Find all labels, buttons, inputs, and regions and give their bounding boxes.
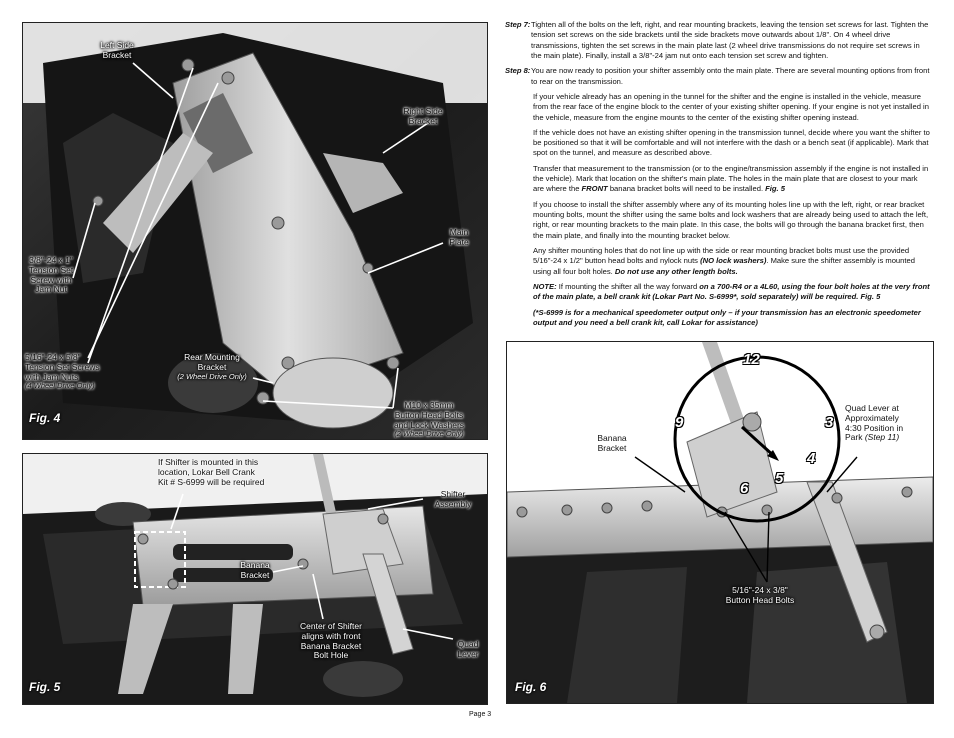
step-7-number: Step 7: xyxy=(505,20,531,29)
fig4-rear-mounting-bracket-label: Rear Mounting Bracket (2 Wheel Drive Only) xyxy=(177,352,247,381)
step-8 xyxy=(505,66,930,87)
fig5-bell-crank-note-label: If Shifter is mounted in this location, Lokar Bell Crank Kit # S-6999 will be required xyxy=(158,457,265,487)
fig6-photo xyxy=(507,342,933,703)
fig5-tag: Fig. 5 xyxy=(29,680,61,694)
fig4-tag: Fig. 4 xyxy=(29,411,61,425)
paragraph-mounting-holes: If you choose to install the shifter assembly where any of its mounting holes line up with the left, right, or rear bracket mounting bolts, mount the shifter using the same bolts and lock washers that are already being used to attach the left, right, or rear mounting brackets to the main plate. In this case, the bolts will go through the banana bracket first, then the main plate, and finally into the mounting bracket below. xyxy=(533,199,929,240)
fig6-button-bolts-label: 5/16"-24 x 3/8" Button Head Bolts xyxy=(725,585,795,605)
step-8-number: Step 8: xyxy=(505,66,531,76)
paragraph-no-opening: If the vehicle does not have an existing shifter opening in the transmission tunnel, decide where you want the shifter to be positioned so that it will be comfortable and will not interfere with the dash or a bench seat (if applicable). Mark that spot on the tunnel, and measure as described above. xyxy=(533,127,930,158)
fig6-quad-lever-position-label: Quad Lever at Approximately 4:30 Position in Park (Step 11) xyxy=(845,403,904,443)
paragraph-note-electronic: (*S-6999 is for a mechanical speedometer output only – if your transmission has an electronic speedometer output and you need a bell crank kit, call Lokar for assistance) xyxy=(533,307,921,327)
clock-4: 4 xyxy=(807,450,816,467)
fig4-right-side-bracket-label: Right Side Bracket xyxy=(403,106,443,126)
clock-9: 9 xyxy=(675,414,684,431)
paragraph-transfer-measurement: Transfer that measurement to the transmission (or to the engine/transmission assembly if the engine is not installed in the vehicle). Mark that location on the shifter's main plate. The holes in the main plate that are closest to your mark are where the FRONT banana bracket bolts will need to be installed. Fig. 5 xyxy=(533,163,929,194)
paragraph-note: NOTE: If mounting the shifter all the way forward on a 700-R4 or a 4L60, using the four bolt holes at the very front of the main plate, a bell crank kit (Lokar Part No. S-6999*, sold separately) will be required. Fig. 5 xyxy=(533,281,930,302)
fig5-quad-lever-label: Quad Lever xyxy=(457,639,479,659)
fig5-shifter-assembly-label: Shifter Assembly xyxy=(434,489,472,509)
step-8-text: You are now ready to position your shifter assembly onto the main plate. There are several mounting options from front to rear on the transmission. xyxy=(531,66,930,86)
fig5-banana-bracket-label: Banana Bracket xyxy=(240,560,270,580)
clock-6: 6 xyxy=(740,480,749,497)
figure-4 xyxy=(22,22,488,440)
clock-5: 5 xyxy=(775,470,784,487)
clock-3: 3 xyxy=(825,414,834,431)
figure-6 xyxy=(506,341,934,704)
paragraph-existing-opening: If your vehicle already has an opening in the tunnel for the shifter and the engine is installed in the vehicle, measure from the rear face of the engine block to the center of your existing shifter opening. If your engine is not yet installed in the vehicle, measure from the engine mounts to the center of the existing shifter opening instead. xyxy=(533,91,929,122)
step-7-text: Tighten all of the bolts on the left, right, and rear mounting brackets, leaving the tension set screws for last. Tighten the tension set screws on the side brackets until the side brackets move outwards about 1/8". On 4 wheel drive transmissions, tighten the set screws in the main plate last (2 wheel drive transmissions do not require set screws in the main plate). Finally, install a 3/8"-24 jam nut onto each tension set screw and tighten. xyxy=(531,20,929,60)
fig4-m10-bolts-label: M10 x 35mm Button Head Bolts and Lock Washers (2 Wheel Drive Only) xyxy=(393,400,465,439)
fig4-left-side-bracket-label: Left Side Bracket xyxy=(100,40,134,60)
fig5-center-of-shifter-label: Center of Shifter aligns with front Banana Bracket Bolt Hole xyxy=(300,621,362,661)
page-number: Page 3 xyxy=(469,711,492,718)
fig6-banana-bracket-label: Banana Bracket xyxy=(597,433,627,453)
fig4-tension-set-screws-516-label: 5/16"-24 x 5/8" Tension Set Screws with Jam Nuts (4 Wheel Drive Only) xyxy=(25,352,100,391)
fig6-tag: Fig. 6 xyxy=(515,680,547,694)
instructions-column xyxy=(505,20,930,333)
step-7 xyxy=(505,20,930,61)
paragraph-button-head-bolts: Any shifter mounting holes that do not line up with the side or rear mounting bracket bolts must use the provided 5/16"-24 x 1/2" button head bolts and nylock nuts (NO lock washers). Make sure the shifter assembly is mounted using all four bolt holes. Do not use any other length bolts. xyxy=(533,245,915,276)
fig4-tension-set-screw-label: 3/8"-24 x 1" Tension Set Screw with Jam Nut xyxy=(28,255,74,295)
clock-12: 12 xyxy=(743,351,760,368)
fig4-main-plate-label: Main Plate xyxy=(449,227,469,247)
figure-5 xyxy=(22,453,488,705)
